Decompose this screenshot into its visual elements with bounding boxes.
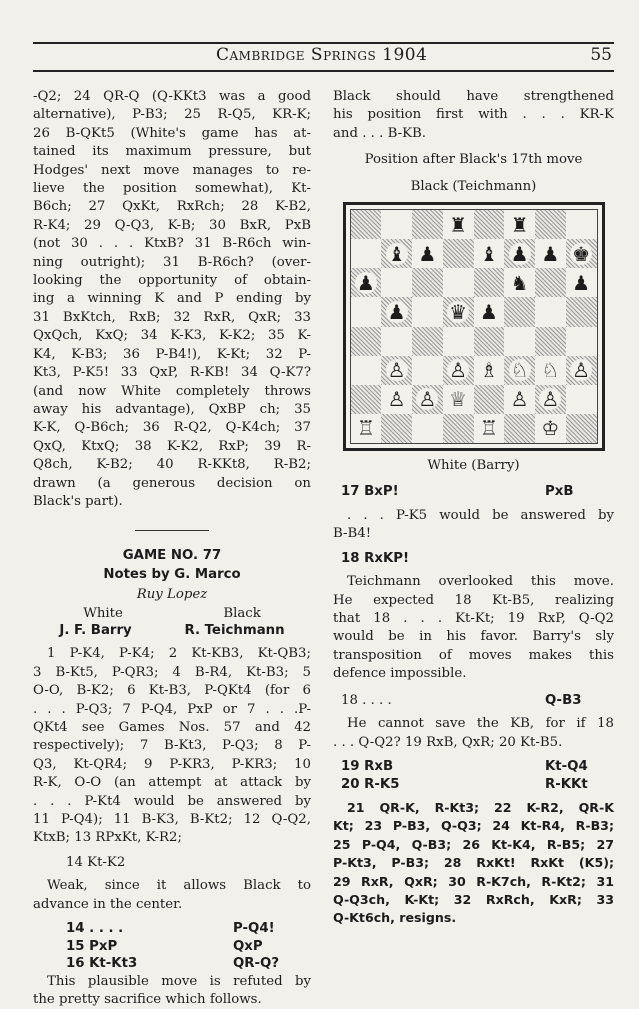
board-square <box>381 327 412 356</box>
white-pawn-icon: ♙ <box>539 388 561 410</box>
running-title: Cambridge Springs 1904 <box>216 45 428 65</box>
notes-by: Notes by G. Marco <box>103 567 241 583</box>
text-line: 11 P-Q4); 11 B-K3, B-Kt2; 12 Q-Q2, <box>33 812 311 827</box>
text-line: away his advantage), QxBP ch; 35 <box>33 401 311 417</box>
text-line: R-K, O-O (an attempt at attack by <box>33 775 311 791</box>
comment-paragraph <box>33 877 311 914</box>
board-square <box>443 210 474 239</box>
white-label: White <box>83 606 123 622</box>
board-square <box>535 297 566 326</box>
black-rook-icon: ♜ <box>510 212 529 237</box>
white-pawn-icon: ♙ <box>416 388 438 410</box>
text-line: Q8ch, K-B2; 40 R-KKt8, R-B2; <box>33 457 311 473</box>
board-square <box>381 297 412 326</box>
comment-paragraph <box>333 573 614 683</box>
black-bishop-icon: ♝ <box>479 241 498 266</box>
move-white: 15 PxP <box>66 938 118 954</box>
white-bishop-icon: ♗ <box>479 358 498 383</box>
move-table <box>33 920 311 973</box>
board-square <box>351 268 382 297</box>
move-row <box>333 550 614 568</box>
comment-paragraph <box>33 973 311 1009</box>
move-black: QxP <box>233 938 263 954</box>
board-square <box>566 385 597 414</box>
text-line: K4, K-B3; 36 P-B4!), K-Kt; 32 P- <box>33 346 311 362</box>
board-square <box>566 356 597 385</box>
move-black: P-Q4! <box>233 921 275 937</box>
move-black: Q-B3 <box>545 692 582 708</box>
board-square <box>535 385 566 414</box>
black-bishop-icon: ♝ <box>386 243 408 265</box>
board-square <box>443 239 474 268</box>
black-caption: Black (Teichmann) <box>410 178 537 194</box>
white-rook-icon: ♖ <box>356 416 375 441</box>
white-pawn-icon: ♙ <box>447 359 469 381</box>
board-square <box>443 356 474 385</box>
right-column <box>333 88 614 928</box>
board-square <box>381 210 412 239</box>
text-line: Teichmann overlooked this move. <box>347 574 614 590</box>
text-line: that 18 . . . Kt-Kt; 19 RxP, Q-Q2 <box>333 611 614 627</box>
text-line: the pretty sacrifice which follows. <box>33 992 262 1008</box>
board-square <box>535 210 566 239</box>
text-line: (not 30 . . . KtxB? 31 B-R6ch win- <box>33 236 311 252</box>
board-square <box>443 268 474 297</box>
board-square <box>535 327 566 356</box>
move-white: 19 RxB <box>341 759 394 774</box>
move-row <box>333 483 614 501</box>
section-separator <box>135 530 209 531</box>
board-square <box>504 356 535 385</box>
chess-board <box>350 209 598 444</box>
black-label: Black <box>223 606 261 622</box>
black-pawn-icon: ♟ <box>509 243 531 265</box>
move-white: 17 BxP! <box>341 484 399 500</box>
board-square <box>443 414 474 443</box>
board-square <box>566 297 597 326</box>
board-square <box>504 385 535 414</box>
board-square <box>474 385 505 414</box>
board-square <box>412 414 443 443</box>
text-line: (and now White completely throws <box>33 383 311 399</box>
text-line: -Q2; 24 QR-Q (Q-KKt3 was a good <box>33 89 311 104</box>
black-pawn-icon: ♟ <box>355 272 377 294</box>
text-line: Black should have strengthened <box>333 89 614 104</box>
text-line: R-K4; 29 Q-Q3, K-B; 30 BxR, PxB <box>33 217 311 233</box>
board-square <box>412 297 443 326</box>
text-line: looking the opportunity of obtain- <box>33 273 311 289</box>
board-square <box>381 356 412 385</box>
text-line: O-O, B-K2; 6 Kt-B3, P-QKt4 (for 6 <box>33 683 311 699</box>
text-line: Kt3, P-K5! 33 QxP, R-KB! 34 Q-K7? <box>33 365 311 381</box>
text-line: 29 RxR, QxR; 30 R-K7ch, R-Kt2; 31 <box>333 873 614 889</box>
text-line: . . . P-K5 would be answered by <box>347 507 614 523</box>
move-black: Kt-Q4 <box>545 759 588 774</box>
text-line: 21 QR-K, R-Kt3; 22 K-R2, QR-K <box>347 800 614 815</box>
board-square <box>351 210 382 239</box>
text-line: B-B4! <box>333 526 372 542</box>
move-table <box>333 758 614 793</box>
text-line: his position first with . . . KR-K <box>333 107 614 123</box>
white-rook-icon: ♖ <box>479 416 498 441</box>
final-moves-paragraph <box>333 799 614 928</box>
board-square <box>474 414 505 443</box>
board-square <box>381 268 412 297</box>
text-line: alternative), P-B3; 25 R-Q5, KR-K; <box>33 107 311 123</box>
text-line: 31 BxKtch, RxB; 32 RxR, QxR; 33 <box>33 309 311 325</box>
text-line: Black's part). <box>33 493 123 509</box>
board-square <box>566 210 597 239</box>
board-square <box>504 327 535 356</box>
text-line: defence impossible. <box>333 666 467 682</box>
black-pawn-icon: ♟ <box>541 241 560 266</box>
board-square <box>474 239 505 268</box>
text-line: transposition of moves makes this <box>333 647 614 663</box>
text-line: respectively); 7 B-Kt3, P-Q3; 8 P- <box>33 738 311 754</box>
board-square <box>351 385 382 414</box>
board-square <box>443 385 474 414</box>
board-square <box>535 356 566 385</box>
text-line: Q-Q3ch, K-Kt; 32 RxRch, KxR; 33 <box>333 892 614 908</box>
move-black: PxB <box>545 484 574 500</box>
black-pawn-icon: ♟ <box>572 270 591 295</box>
board-square <box>474 268 505 297</box>
move-row <box>33 854 311 872</box>
text-line: Kt; 23 P-B3, Q-Q3; 24 Kt-R4, R-B3; <box>333 818 614 834</box>
move-row <box>333 758 614 776</box>
text-line: QxQch, KxQ; 34 K-K3, K-K2; 35 K- <box>33 328 311 344</box>
annotation-paragraph <box>33 88 311 511</box>
text-line: and . . . B-KB. <box>333 125 427 141</box>
board-square <box>474 297 505 326</box>
page-number: 55 <box>590 45 612 65</box>
chess-diagram <box>343 202 605 451</box>
move-row <box>33 938 311 956</box>
board-square <box>504 297 535 326</box>
board-square <box>535 414 566 443</box>
text-line: . . . P-Kt4 would be answered by <box>33 793 311 809</box>
opening-name: Ruy Lopez <box>136 587 208 603</box>
text-line: This plausible move is refuted by <box>47 973 311 989</box>
text-line: drawn (a generous decision on <box>33 475 311 491</box>
text-line: Q-Kt6ch, resigns. <box>333 910 457 926</box>
board-square <box>504 268 535 297</box>
board-square <box>566 239 597 268</box>
text-line: P-Kt3, P-B3; 28 RxKt! RxKt (K5); <box>333 855 614 871</box>
white-pawn-icon: ♙ <box>510 387 529 412</box>
move-row <box>33 920 311 938</box>
text-line: ing a winning K and P ending by <box>33 291 311 307</box>
board-square <box>443 297 474 326</box>
board-square <box>474 327 505 356</box>
move-row <box>333 692 614 710</box>
text-line: tained its maximum pressure, but <box>33 144 311 160</box>
text-line: . . . Q-Q2? 19 RxB, QxR; 20 Kt-B5. <box>333 734 563 750</box>
board-square <box>412 385 443 414</box>
text-line: He expected 18 Kt-B5, realizing <box>333 592 614 608</box>
board-square <box>566 327 597 356</box>
board-square <box>351 297 382 326</box>
text-line: lieve the position somewhat), Kt- <box>33 181 311 197</box>
text-line: . . . P-Q3; 7 P-Q4, PxP or 7 . . .P- <box>33 701 311 717</box>
text-line: Hodges' next move manages to re- <box>33 162 311 178</box>
left-column <box>33 88 311 1009</box>
white-pawn-icon: ♙ <box>386 359 408 381</box>
board-square <box>351 356 382 385</box>
board-square <box>504 210 535 239</box>
white-knight-icon: ♘ <box>509 359 531 381</box>
text-line: KtxB; 13 RPxKt, K-R2; <box>33 830 182 846</box>
board-square <box>412 268 443 297</box>
text-line: QKt4 see Games Nos. 57 and 42 <box>33 719 311 735</box>
move-black: R-KKt <box>545 776 588 792</box>
board-square <box>566 268 597 297</box>
comment-paragraph <box>333 715 614 752</box>
header-rule-bottom <box>33 70 614 72</box>
text-line: 25 P-Q4, Q-B3; 26 Kt-K4, R-B5; 27 <box>333 836 614 852</box>
black-queen-icon: ♛ <box>447 301 469 323</box>
board-square <box>351 239 382 268</box>
black-pawn-icon: ♟ <box>418 241 437 266</box>
board-square <box>351 327 382 356</box>
board-square <box>351 414 382 443</box>
text-line: K-K, Q-B6ch; 36 R-Q2, Q-K4ch; 37 <box>33 420 311 436</box>
game-title: GAME NO. 77 <box>122 548 222 564</box>
white-knight-icon: ♘ <box>541 358 560 383</box>
board-square <box>566 414 597 443</box>
text-line: ning outright); 31 B-R6ch? (over- <box>33 254 311 270</box>
text-line: B6ch; 27 QxKt, RxRch; 28 K-B2, <box>33 199 311 215</box>
move-row <box>333 776 614 794</box>
move-white: 18 RxKP! <box>341 550 410 566</box>
white-player: J. F. Barry <box>59 623 132 639</box>
black-rook-icon: ♜ <box>449 212 468 237</box>
board-square <box>535 239 566 268</box>
black-player: R. Teichmann <box>184 623 285 639</box>
running-head <box>33 43 614 67</box>
move-white: 18 . . . . <box>341 692 392 708</box>
board-square <box>504 414 535 443</box>
board-square <box>412 356 443 385</box>
black-king-icon: ♚ <box>570 243 592 265</box>
move-white: 20 R-K5 <box>341 776 400 792</box>
black-pawn-icon: ♟ <box>479 299 498 324</box>
text-line: Q3, Kt-QR4; 9 P-KR3, P-KR3; 10 <box>33 756 311 772</box>
board-square <box>381 385 412 414</box>
white-caption: White (Barry) <box>427 458 520 474</box>
white-pawn-icon: ♙ <box>387 387 406 412</box>
comment-paragraph <box>333 507 614 544</box>
color-labels <box>33 605 311 622</box>
text-line: He cannot save the KB, for if 18 <box>347 716 614 732</box>
text-line: would be in his favor. Barry's sly <box>333 629 614 645</box>
opening-moves-paragraph <box>33 645 311 847</box>
board-square <box>412 327 443 356</box>
text-line: 1 P-K4, P-K4; 2 Kt-KB3, Kt-QB3; <box>47 646 311 662</box>
player-names <box>33 622 311 639</box>
move-black: QR-Q? <box>233 956 280 972</box>
move-row <box>33 955 311 973</box>
white-pawn-icon: ♙ <box>570 359 592 381</box>
text-line: Weak, since it allows Black to <box>47 878 311 894</box>
black-pawn-icon: ♟ <box>386 301 408 323</box>
board-square <box>504 239 535 268</box>
board-square <box>381 239 412 268</box>
move-white: 16 Kt-Kt3 <box>66 956 138 972</box>
board-square <box>474 210 505 239</box>
text-line: 26 B-QKt5 (White's game has at- <box>33 125 311 141</box>
board-square <box>412 210 443 239</box>
white-queen-icon: ♕ <box>449 387 468 412</box>
board-square <box>443 327 474 356</box>
text-line: advance in the center. <box>33 896 183 912</box>
text-line: 3 B-Kt5, P-QR3; 4 B-R4, Kt-B3; 5 <box>33 664 311 680</box>
white-king-icon: ♔ <box>541 416 560 441</box>
board-square <box>381 414 412 443</box>
diagram-caption: Position after Black's 17th move <box>364 152 583 168</box>
board-square <box>535 268 566 297</box>
text-line: QxQ, KtxQ; 38 K-K2, RxP; 39 R- <box>33 438 311 454</box>
move-white: 14 Kt-K2 <box>66 854 126 870</box>
intro-paragraph <box>333 88 614 143</box>
board-square <box>474 356 505 385</box>
board-square <box>412 239 443 268</box>
black-knight-icon: ♞ <box>510 270 529 295</box>
move-white: 14 . . . . <box>66 921 124 937</box>
